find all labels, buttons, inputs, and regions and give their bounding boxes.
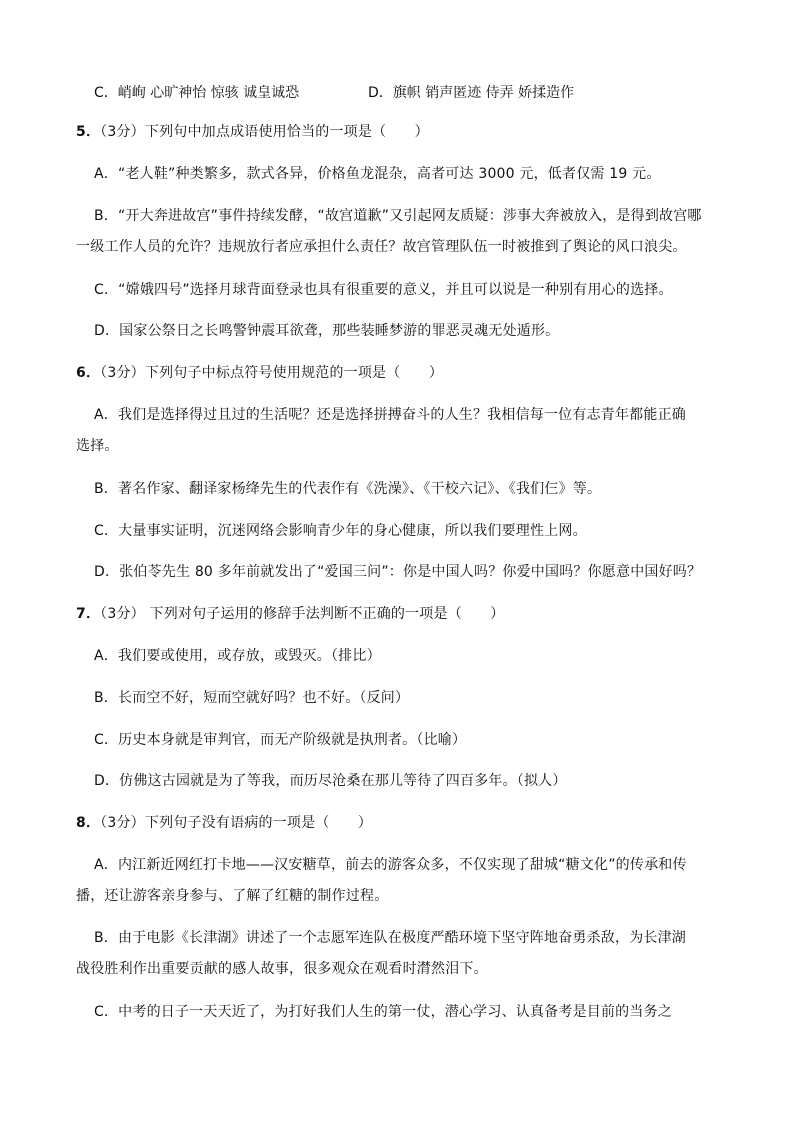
q6-option-b: B．著名作家、翻译家杨绛先生的代表作有《洗澡》、《干校六记》、《我们仨》等。 (94, 481, 602, 497)
q7-stem (76, 605, 505, 623)
q4-option-d: D．旗帜 销声匿迹 侍弄 娇揉造作 (368, 85, 575, 101)
q8-stem-text: （3分）下列句子没有语病的一项是（ ） (100, 815, 373, 831)
q5-option-a: A．“老人鞋”种类繁多，款式各异，价格鱼龙混杂，高者可达 3000 元，低者仅需 19 元。 (94, 166, 661, 182)
q5-option-b-line1: B．“开大奔进故宫”事件持续发酵，“故宫道歉”又引起网友质疑：涉事大奔被放入，是得到故宫哪 (94, 208, 702, 224)
q5-number: 5． (76, 124, 101, 140)
q8-number: 8． (76, 815, 101, 831)
q7-number: 7． (76, 606, 101, 622)
q6-number: 6． (76, 365, 101, 381)
q5-option-d: D．国家公祭日之长鸣警钟震耳欲聋，那些装睡梦游的罪恶灵魂无处遁形。 (94, 323, 560, 339)
q5-option-b-line2: 一级工作人员的允许？违规放行者应承担什么责任？故宫管理队伍一时被推到了舆论的风口浪尖。 (76, 239, 687, 255)
q7-option-b: B．长而空不好，短而空就好吗？也不好。（反问） (94, 690, 410, 706)
q4-options-cd-row (0, 82, 794, 102)
q6-option-a-line1: A．我们是选择得过且过的生活呢？还是选择拼搏奋斗的人生？我相信每一位有志青年都能正确 (94, 407, 686, 423)
q6-stem (76, 364, 443, 382)
q8-stem (76, 814, 372, 832)
q5-stem (76, 123, 429, 141)
q5-stem-text: （3分）下列句中加点成语使用恰当的一项是（ ） (100, 124, 429, 140)
q7-stem-text: （3分） 下列对句子运用的修辞手法判断不正确的一项是（ ） (100, 606, 505, 622)
q8-option-b-line1: B．由于电影《长津湖》讲述了一个志愿军连队在极度严酷环境下坚守阵地奋勇杀敌，为长津湖 (94, 930, 687, 946)
q8-option-a-line1: A．内江新近网红打卡地——汉安糖草，前去的游客众多，不仅实现了甜城“糖文化”的传承和传 (94, 857, 687, 873)
q8-option-c-line1: C．中考的日子一天天近了，为打好我们人生的第一仗，潜心学习、认真备考是目前的当务之 (94, 1004, 672, 1020)
q7-option-c: C．历史本身就是审判官，而无产阶级就是执刑者。（比喻） (94, 732, 467, 748)
q5-option-c: C．“嫦娥四号”选择月球背面登录也具有很重要的意义，并且可以说是一种别有用心的选择。 (94, 282, 673, 298)
q6-option-d: D．张伯苓先生 80 多年前就发出了“爱国三问”：你是中国人吗？你爱中国吗？你愿意中国好吗？ (94, 564, 702, 580)
q7-option-d: D．仿佛这古园就是为了等我，而历尽沧桑在那儿等待了四百多年。（拟人） (94, 773, 567, 789)
q6-option-c: C．大量事实证明，沉迷网络会影响青少年的身心健康，所以我们要理性上网。 (94, 523, 587, 539)
q4-option-c: C．峭峋 心旷神怡 惊骇 诚皇诚恐 (94, 85, 300, 101)
q8-option-a-line2: 播，还让游客亲身参与、了解了红糖的制作过程。 (76, 888, 389, 904)
q8-option-b-line2: 战役胜利作出重要贡献的感人故事，很多观众在观看时潸然泪下。 (76, 961, 488, 977)
q6-stem-text: （3分）下列句子中标点符号使用规范的一项是（ ） (100, 365, 444, 381)
q7-option-a: A．我们要或使用，或存放，或毁灭。（排比） (94, 648, 381, 664)
q6-option-a-line2: 选择。 (76, 438, 119, 454)
